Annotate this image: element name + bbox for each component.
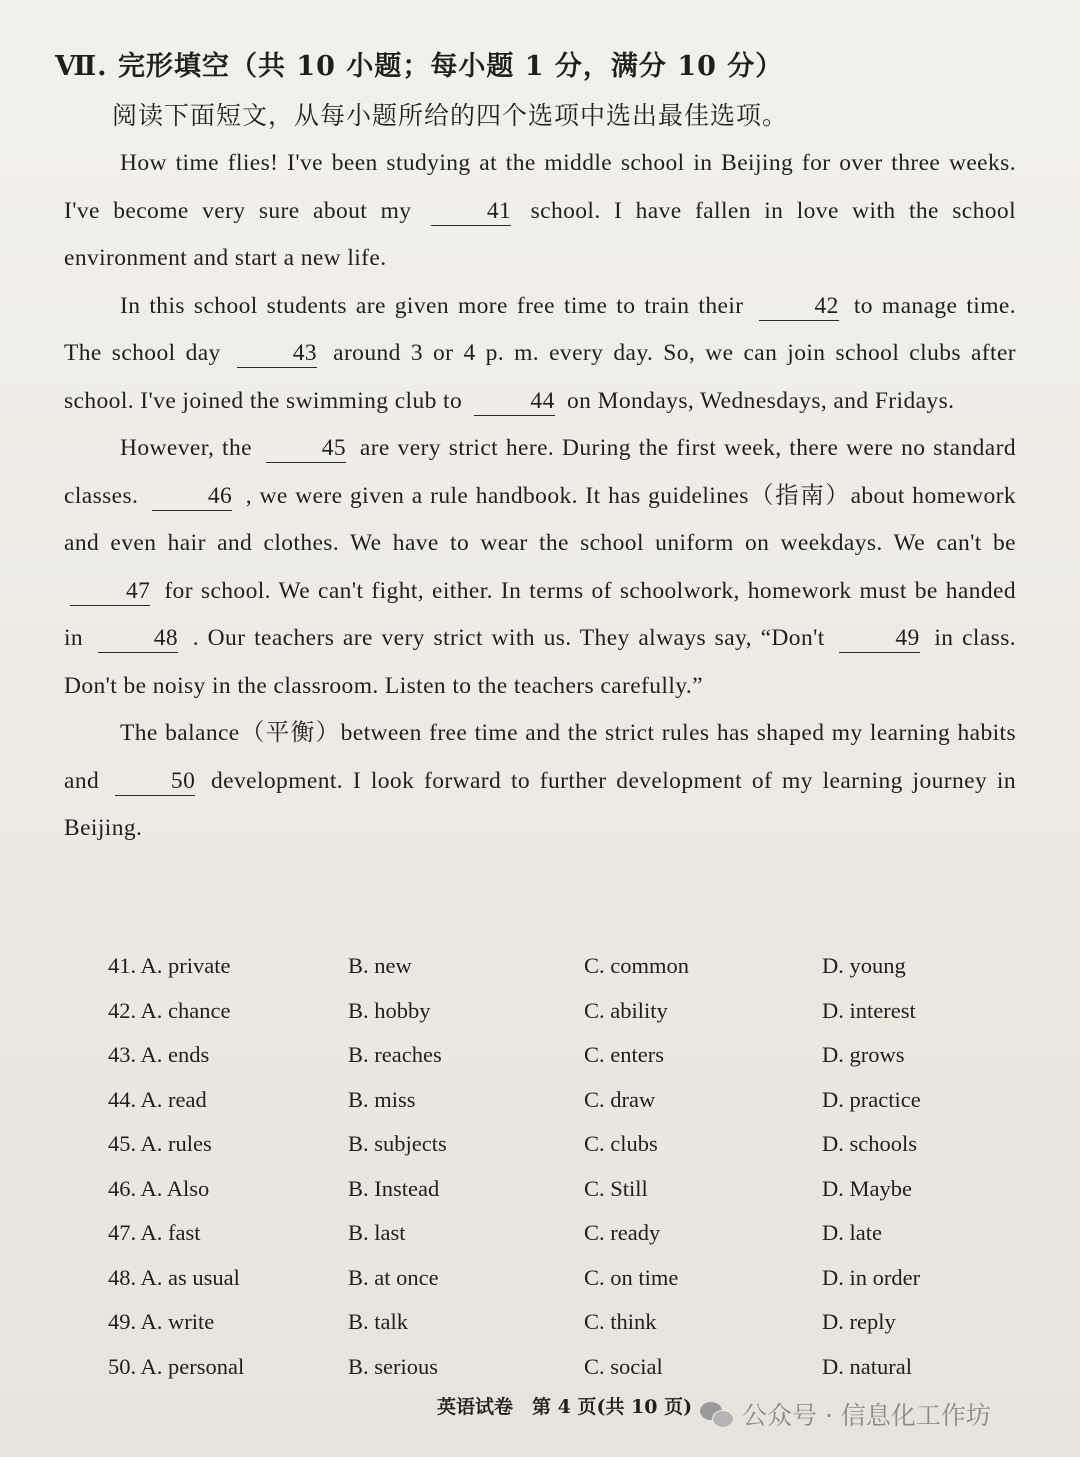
option-d: D. Maybe [822, 1175, 912, 1201]
option-a: 46. A. Also [108, 1175, 210, 1201]
option-c: C. enters [584, 1042, 664, 1068]
option-b: B. subjects [348, 1131, 447, 1157]
passage-text: In this school students are given more free time to train their [120, 292, 744, 319]
blank-48: 48 [98, 624, 178, 653]
option-c: C. on time [584, 1264, 679, 1290]
option-c: C. ready [584, 1220, 661, 1246]
watermark-text: 公众号 · 信息化工作坊 [742, 1401, 991, 1430]
option-b: B. miss [348, 1086, 416, 1112]
option-a: 50. A. personal [108, 1353, 245, 1379]
paragraph-4 [64, 710, 1016, 853]
option-a: 49. A. write [108, 1309, 215, 1335]
option-b: B. last [348, 1220, 406, 1246]
option-d: D. schools [822, 1131, 917, 1157]
option-row-43 [108, 1033, 988, 1078]
option-row-48 [108, 1256, 988, 1301]
option-b: B. serious [348, 1353, 438, 1379]
blank-43: 43 [237, 339, 317, 368]
option-c: C. clubs [584, 1131, 658, 1157]
passage-text: , we were given a rule handbook. It has guidelines（指南）about homework and even hair and clothes. We have to wear the school uniform on weekdays. We can't be [64, 482, 1017, 556]
option-row-44 [108, 1078, 988, 1123]
option-d: D. young [822, 953, 906, 979]
passage-text: are very strict here. During the first week, there were no standard classes. [64, 435, 1017, 509]
option-c: C. ability [584, 997, 668, 1023]
option-d: D. late [822, 1220, 882, 1246]
cloze-passage [64, 140, 1016, 853]
answer-options [108, 944, 988, 1389]
passage-text: for school. We can't fight, either. In terms of schoolwork, homework must be handed in [64, 577, 1016, 651]
passage-text: school. I have fallen in love with the school environment and start a new life. [64, 197, 1017, 271]
paragraph-1 [64, 140, 1016, 283]
option-row-46 [108, 1167, 988, 1212]
option-a: 43. A. ends [108, 1042, 210, 1068]
option-b: B. new [348, 953, 412, 979]
option-row-47 [108, 1211, 988, 1256]
option-c: C. Still [584, 1175, 648, 1201]
page-footer: 英语试卷 第 4 页(共 10 页) [437, 1396, 693, 1418]
option-b: B. reaches [348, 1042, 442, 1068]
option-c: C. social [584, 1353, 663, 1379]
watermark [700, 1396, 991, 1432]
blank-46: 46 [152, 482, 232, 511]
blank-49: 49 [839, 624, 919, 653]
option-row-50 [108, 1345, 988, 1390]
option-b: B. talk [348, 1309, 408, 1335]
blank-41: 41 [431, 197, 511, 226]
blank-50: 50 [115, 767, 195, 796]
paragraph-3 [64, 425, 1016, 710]
option-a: 44. A. read [108, 1086, 207, 1112]
option-row-45 [108, 1122, 988, 1167]
option-row-49 [108, 1300, 988, 1345]
option-d: D. reply [822, 1309, 896, 1335]
option-c: C. think [584, 1309, 657, 1335]
passage-text: around 3 or 4 p. m. every day. So, we can join school clubs after school. I've joined the swimming club to [64, 340, 1016, 414]
option-a: 45. A. rules [108, 1131, 212, 1157]
passage-text: The balance（平衡）between free time and the strict rules has shaped my learning habits and [64, 720, 1016, 794]
option-d: D. grows [822, 1042, 905, 1068]
blank-45: 45 [266, 434, 346, 463]
option-d: D. in order [822, 1264, 921, 1290]
option-a: 42. A. chance [108, 997, 231, 1023]
option-d: D. interest [822, 997, 916, 1023]
option-b: B. hobby [348, 997, 431, 1023]
passage-text: However, the [120, 435, 252, 461]
passage-text: How time flies! I've been studying at the middle school in Beijing for over three weeks. I've become very sure about my [64, 150, 1016, 224]
option-a: 47. A. fast [108, 1220, 201, 1246]
blank-47: 47 [70, 577, 150, 606]
passage-text: in class. Don't be noisy in the classroom. Listen to the teachers carefully.” [64, 625, 1017, 699]
blank-42: 42 [759, 292, 839, 321]
option-c: C. common [584, 953, 689, 979]
passage-text: on Mondays, Wednesdays, and Fridays. [567, 387, 955, 414]
option-d: D. natural [822, 1353, 912, 1379]
blank-44: 44 [474, 387, 554, 416]
option-b: B. at once [348, 1264, 439, 1290]
passage-text: development. I look forward to further development of my learning journey in Beijing. [64, 767, 1016, 841]
option-row-42 [108, 989, 988, 1034]
option-a: 48. A. as usual [108, 1264, 240, 1290]
option-d: D. practice [822, 1086, 921, 1112]
option-c: C. draw [584, 1086, 656, 1112]
passage-text: . Our teachers are very strict with us. They always say, “Don't [192, 625, 825, 651]
section-title: Ⅶ. 完形填空（共 10 小题；每小题 1 分，满分 10 分） [55, 51, 784, 82]
paragraph-2 [64, 283, 1016, 426]
option-b: B. Instead [348, 1175, 440, 1201]
option-row-41 [108, 944, 988, 989]
wechat-icon [700, 1400, 734, 1428]
passage-text: to manage time. The school day [64, 292, 1017, 366]
option-a: 41. A. private [108, 953, 231, 979]
instruction-text: 阅读下面短文，从每小题所给的四个选项中选出最佳选项。 [112, 101, 789, 130]
